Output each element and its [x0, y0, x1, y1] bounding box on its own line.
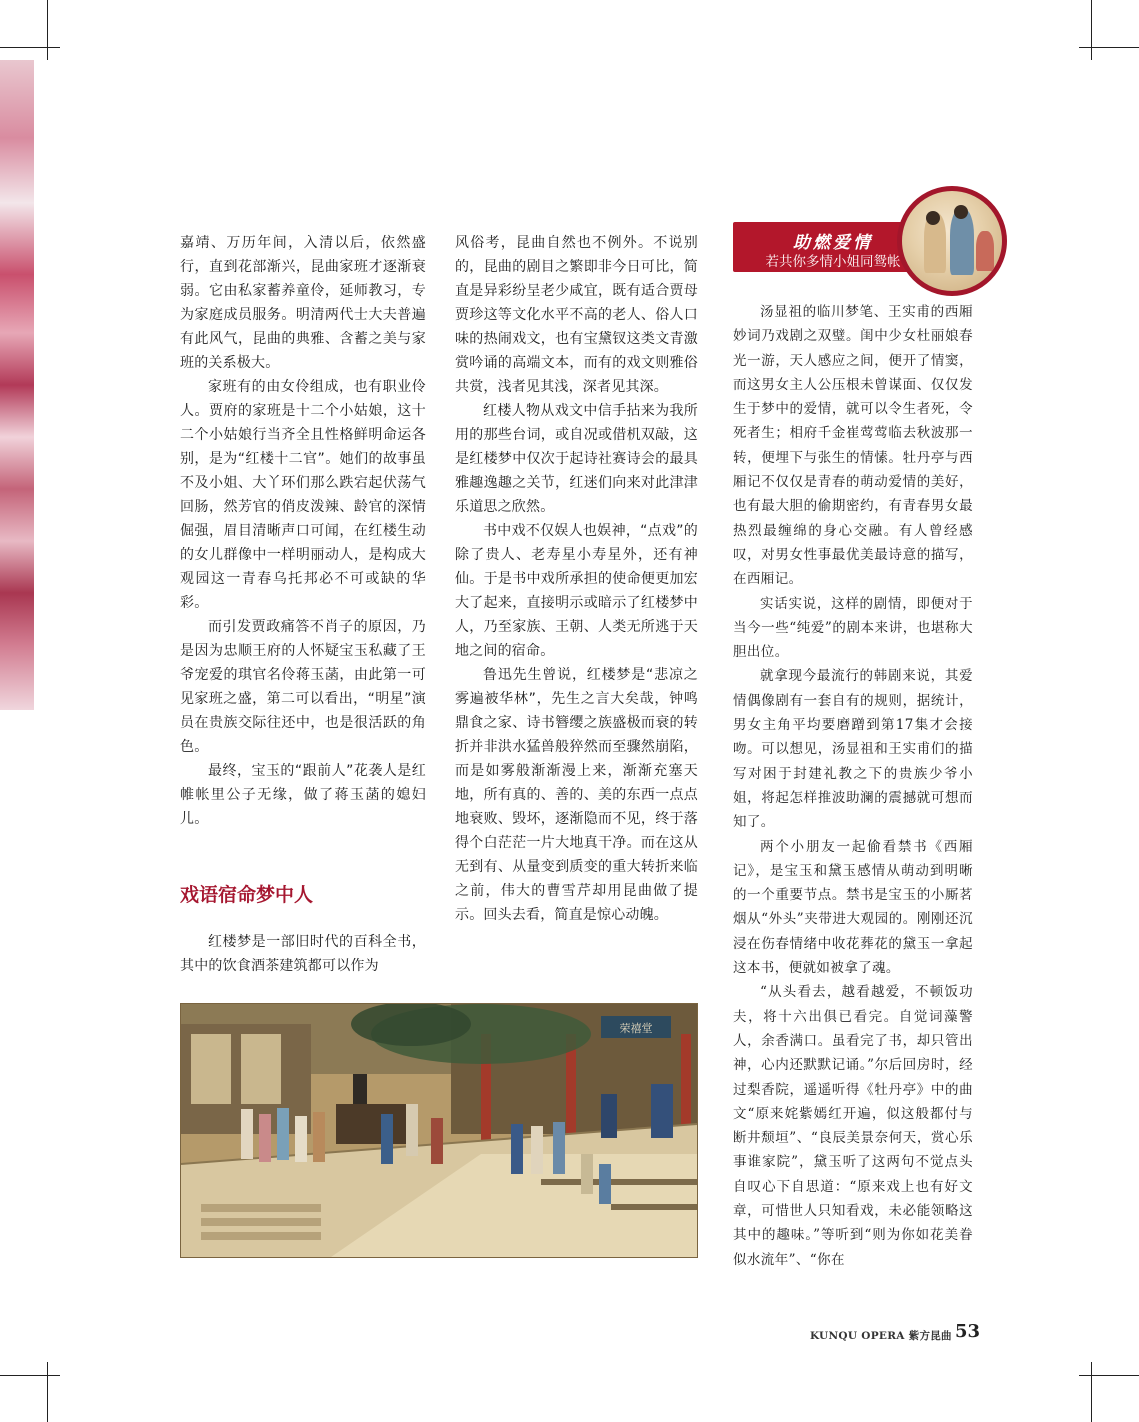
article-column-1-continued: [180, 930, 426, 978]
paragraph: 就拿现今最流行的韩剧来说，其爱情偶像剧有一套自有的规则，据统计，男女主角平均要磨蹭到第17集才会接吻。可以想见，汤显祖和王实甫们的描写对困于封建礼教之下的贵族少爷小姐，将起怎样推波助澜的震撼就可想而知了。: [733, 668, 973, 831]
illustration-figure: [976, 231, 994, 271]
crop-mark: [47, 0, 48, 60]
paragraph: 红楼人物从戏文中信手拈来为我所用的那些台词，或自况或借机双敲，这是红楼梦中仅次于起诗社赛诗会的最具雅趣逸趣之关节，红迷们向来对此津津乐道思之欣然。: [455, 403, 698, 515]
paragraph: 红楼梦是一部旧时代的百科全书，其中的饮食酒茶建筑都可以作为: [180, 934, 426, 974]
crop-mark: [1079, 1375, 1139, 1376]
illustration-figure: [954, 205, 968, 219]
article-column-1: [180, 231, 426, 831]
article-column-2: [455, 231, 698, 927]
crop-mark: [0, 1375, 60, 1376]
paragraph: “从头看去，越看越爱，不顿饭功夫，将十六出俱已看完。自觉词藻警人，余香满口。虽看完了书，却只管出神，心内还默默记诵。”尔后回房时，经过梨香院，遥遥听得《牡丹亭》中的曲文“原来姹紫嫣红开遍，似这般都付与断井颓垣”、“良辰美景奈何天，赏心乐事谁家院”，黛玉听了这两句不觉点头自叹心下自思道：“原来戏上也有好文章，可惜世人只知看戏，未必能领略这其中的趣味。”等听到“则为你如花美眷似水流年”、“你在: [733, 984, 973, 1268]
paragraph: 嘉靖、万历年间，入清以后，依然盛行，直到花部渐兴，昆曲家班才逐渐衰弱。它由私家蓄养童伶，延师教习，专为家庭成员服务。明清两代士大夫普遍有此风气，昆曲的典雅、含蓄之美与家班的关系极大。: [180, 235, 426, 371]
crop-mark: [1091, 1362, 1092, 1422]
court-scene-painting: [180, 1003, 698, 1258]
paragraph: 而引发贾政痛答不肖子的原因，乃是因为忠顺王府的人怀疑宝玉私藏了王爷宠爱的琪官名伶蒋玉菡，由此第一可见家班之盛，第二可以看出，“明星”演员在贵族交际往还中，也是很活跃的角色。: [180, 619, 426, 755]
sidebar-illustration: [897, 186, 1007, 296]
paragraph: 书中戏不仅娱人也娱神，“点戏”的除了贵人、老寿星小寿星外，还有神仙。于是书中戏所承担的使命便更加宏大了起来，直接明示或暗示了红楼梦中人，乃至家族、王朝、人类无所逃于天地之间的宿命。: [455, 523, 698, 659]
sidebar-title: 助燃爱情: [793, 233, 873, 253]
crop-mark: [0, 47, 60, 48]
painting-artwork: [181, 1004, 697, 1257]
crop-mark: [1079, 47, 1139, 48]
crop-mark: [1091, 0, 1092, 60]
paragraph: 最终，宝玉的“跟前人”花袭人是红帷帐里公子无缘，做了蒋玉菡的媳妇儿。: [180, 763, 426, 827]
illustration-figure: [926, 211, 940, 225]
painting-plaque: 荣禧堂: [619, 1022, 653, 1035]
paragraph: 鲁迅先生曾说，红楼梦是“悲凉之雾遍被华林”，先生之言大矣哉，钟鸣鼎食之家、诗书簪缨之族盛极而衰的转折并非洪水猛兽般猝然而至骤然崩陷，而是如雾般渐渐漫上来，渐渐充塞天地，所有真的、善的、美的东西一点点地衰败、毁坏，逐渐隐而不见，终于落得个白茫茫一片大地真干净。而在这从无到有、从量变到质变的重大转折来临之前，伟大的曹雪芹却用昆曲做了提示。回头去看，简直是惊心动魄。: [455, 667, 698, 923]
magazine-footer-title: KUNQU OPERA 紫方昆曲: [810, 1330, 952, 1342]
paragraph: 实话实说，这样的剧情，即便对于当今一些“纯爱”的剧本来讲，也堪称大胆出位。: [733, 595, 973, 661]
paragraph: 两个小朋友一起偷看禁书《西厢记》，是宝玉和黛玉感情从萌动到明晰的一个重要节点。禁书是宝玉的小厮茗烟从“外头”夹带进大观园的。刚刚还沉浸在伤春情绪中收花葬花的黛玉一拿起这本书，便就如被拿了魂。: [733, 838, 973, 977]
paragraph: 家班有的由女伶组成，也有职业伶人。贾府的家班是十二个小姑娘，这十二个小姑娘行当齐全且性格鲜明命运各别，是为“红楼十二官”。她们的故事虽不及小姐、大丫环们那么跌宕起伏荡气回肠，然芳官的俏皮泼辣、龄官的深情倔强，眉目清晰声口可闻，在红楼生动的女儿群像中一样明丽动人，是构成大观园这一青春乌托邦必不可或缺的华彩。: [180, 379, 426, 611]
blossom-photo-strip: [0, 60, 34, 710]
section-heading: 戏语宿命梦中人: [180, 884, 314, 906]
crop-mark: [47, 1362, 48, 1422]
sidebar-subtitle: 若共你多情小姐同鸳帐: [765, 254, 901, 270]
sidebar-column: [733, 300, 973, 1272]
page-number: 53: [955, 1321, 981, 1342]
paragraph: 风俗考，昆曲自然也不例外。不说别的，昆曲的剧目之繁即非今日可比，简直是异彩纷呈老少咸宜，既有适合贾母贾珍这等文化水平不高的老人、俗人口味的热闹戏文，也有宝黛钗这类文青激赏吟诵的高端文本，而有的戏文则雅俗共赏，浅者见其浅，深者见其深。: [455, 235, 698, 395]
paragraph: 汤显祖的临川梦笔、王实甫的西厢妙词乃戏剧之双璧。闺中少女杜丽娘春光一游，天人感应之间，便开了情窦，而这男女主人公压根未曾谋面、仅仅发生于梦中的爱情，就可以令生者死，令死者生；相府千金崔莺莺临去秋波那一转，便埋下与张生的情愫。牡丹亭与西厢记不仅仅是青春的萌动爱情的美好，也有最大胆的偷期密约，有青春男女最热烈最缠绵的身心交融。有人曾经感叹，对男女性事最优美最诗意的描写，在西厢记。: [733, 304, 973, 588]
